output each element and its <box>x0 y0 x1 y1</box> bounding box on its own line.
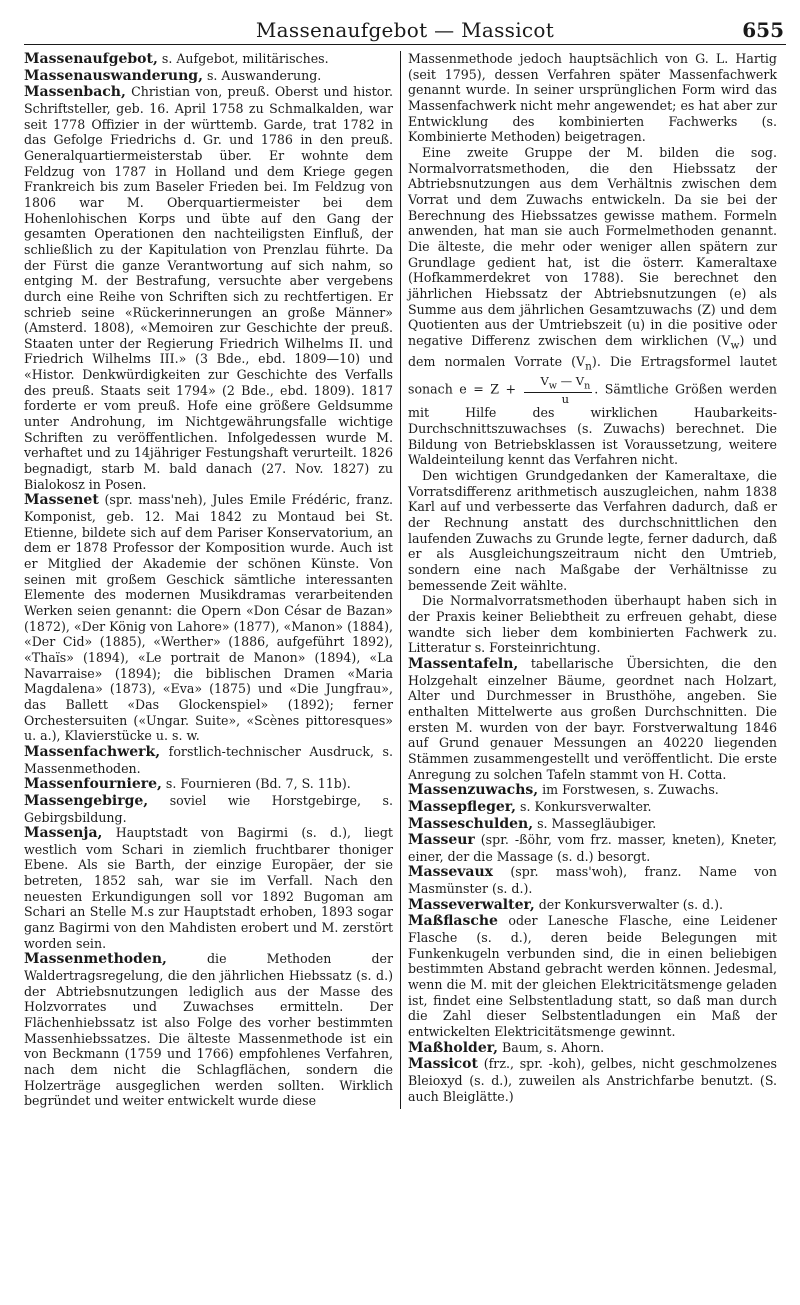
entry-massicot <box>408 1056 777 1104</box>
headword: Massenbach, <box>24 84 126 101</box>
entry-massengebirge <box>24 793 393 825</box>
headword: Massenfourniere, <box>24 776 162 793</box>
entry-text: der Konkursverwalter (s. d.). <box>534 896 724 912</box>
entry-massenbach <box>24 84 393 492</box>
entry-massenzuwachs <box>408 782 777 799</box>
headword: Masseur <box>408 832 475 849</box>
headword: Massevaux <box>408 864 493 881</box>
running-title: Massenaufgebot — Massicot <box>255 18 555 42</box>
entry-masseverwalter <box>408 897 777 914</box>
entry-massholder <box>408 1040 777 1057</box>
running-head <box>24 14 786 45</box>
entry-massenaufgebot <box>24 51 393 68</box>
entry-massenfourniere <box>24 776 393 793</box>
entry-text: (spr. mass'neh), Jules Emile Frédéric, franz. Komponist, geb. 12. Mai 1842 zu Montaud bei St. Etienne, bildete sich auf dem Pariser Konservatorium, an dem er 1878 Professor der Komposition wurde. Auch ist er Mitglied der Akademie der schönen Künste. Von seinen mit großem Geschick sämtliche interessanten Elemente des modernen Musikdramas verarbeitenden Werken seien genannt: die Opern «Don César de Bazan» (1872), «Der König von Lahore» (1877), «Manon» (1884), «Der Cid» (1885), «Werther» (1886, aufgeführt 1892), «Thaïs» (1894), «Le portrait de Manon» (1894), «La Navarraise» (1894); die biblischen Dramen «Maria Magdalena» (1873), «Eva» (1875) und «Die Jungfrau», das Ballett «Das Glockenspiel» (1892); ferner Orchestersuiten («Ungar. Suite», «Scènes pittoresques» u. a.), Klavierstücke u. s. w. <box>24 492 393 744</box>
entry-normalvorratsmethoden <box>408 145 777 468</box>
entry-text: (spr. -ßöhr, vom frz. masser, kneten), Kneter, einer, der die Massage (s. d.) besorgt. <box>408 832 777 864</box>
formula-symbol: V <box>540 374 549 389</box>
headword: Massenauswanderung, <box>24 67 203 84</box>
subscript: n <box>584 380 591 392</box>
right-column <box>401 51 777 1109</box>
left-column <box>24 51 400 1109</box>
subscript: w <box>548 380 557 392</box>
subscript: w <box>730 339 740 352</box>
entry-massenja <box>24 825 393 951</box>
headword: Massengebirge, <box>24 792 149 809</box>
headword: Massentafeln, <box>408 655 519 672</box>
headword: Maßholder, <box>408 1039 498 1056</box>
entry-text: Hauptstadt von Bagirmi (s. d.), liegt westlich vom Schari in ziemlich fruchtbarer thoniger Ebene. Als sie Barth, der einzige Europäer, der sie betreten, 1852 sah, war sie im Verfall. Nach den neuesten Erkundigungen soll vor 1892 Bugoman am Schari an Stelle M.s zur Hauptstadt erhoben, 1893 sogar ganz Bagirmi von den Mahdisten erobert und M. zerstört worden sein. <box>24 825 393 951</box>
headword: Massepfleger, <box>408 798 517 815</box>
subscript: n <box>585 360 592 373</box>
headword: Masseschulden, <box>408 815 534 832</box>
entry-text: forstlich-technischer Ausdruck, s. Massenmethoden. <box>24 743 393 776</box>
headword: Massenaufgebot, <box>24 51 158 67</box>
formula-fraction <box>524 375 592 405</box>
entry-text: Christian von, preuß. Oberst und histor. Schriftsteller, geb. 16. April 1758 zu Schmalkalden, war seit 1778 Offizier in der württemb. Garde, trat 1782 in das Gefolge Friedrichs d. Gr. und 1786 in den preuß. Generalquartiermeisterstab über. Er wohnte dem Feldzug von 1787 in Holland und dem Kriege gegen Frankreich bis zum Baseler Frieden bei. Im Feldzug von 1806 war M. Oberquartiermeister bei dem Hohenlohischen Korps und übte auf den Gang der gesamten Operationen den nachteiligsten Einfluß, der schließlich zu der Kapitulation von Prenzlau führte. Da der Fürst die ganze Verantwortung auf sich nahm, so entging M. der Bestrafung, versuchte aber vergebens durch eine Reihe von Schriften sich zu rechtfertigen. Er schrieb seine «Rückerinnerungen an große Männer» (Amsterd. 1808), «Memoiren zur Geschichte der preuß. Staaten unter der Regierung Friedrich Wilhelms II. und Friedrich Wilhelms III.» (3 Bde., ebd. 1809—10) und «Histor. Denkwürdigkeiten zur Geschichte des Verfalls des preuß. Staats seit 1794» (2 Bde., ebd. 1809). 1817 forderte er vom preuß. Hofe eine größere Geldsumme unter Androhung, im Nichtgewährungsfalle wichtige Schriften zu veröffentlichen. Infolgedessen wurde M. verhaftet und zu 14jähriger Festungshaft verurteilt. 1826 begnadigt, starb M. bald danach (27. Nov. 1827) zu Bialokosz in Posen. <box>24 84 393 492</box>
entry-text: s. Fournieren (Bd. 7, S. 11b). <box>161 776 351 792</box>
entry-text: soviel wie Horstgebirge, s. Gebirgsbildung. <box>24 792 393 825</box>
entry-massenfachwerk <box>24 744 393 776</box>
entry-text: tabellarische Übersichten, die den Holzgehalt einzelner Bäume, geordnet nach Holzart, Alter und Durchmesser in Brusthöhe, angeben. Sie enthalten Mittelwerte aus großen Durchschnitten. Die ersten M. wurden von der bayr. Forstverwaltung 1846 auf Grund genauer Messungen an 40220 liegenden Stämmen zusammengestellt und veröffentlicht. Die erste Anregung zu solchen Tafeln stammt von H. Cotta. <box>408 655 777 782</box>
entry-text: Massenmethode jedoch hauptsächlich von G. L. Hartig (seit 1795), dessen Verfahren später Massenfachwerk genannt wurde. In seiner ursprünglichen Form wird das Massenfachwerk nicht mehr angewendet; es hat aber zur Entwicklung des kombinierten Fachwerks (s. Kombinierte Methoden) beigetragen. <box>408 51 777 145</box>
entry-text: ) und dem normalen Vorrate (V <box>408 332 777 369</box>
entry-text: ). Die Ertragsformel lautet sonach e = Z + <box>408 353 777 397</box>
entry-massepfleger <box>408 799 777 816</box>
entry-massenmethoden <box>24 951 393 1109</box>
entry-text: s. Auswanderung. <box>202 67 322 83</box>
entry-massevaux <box>408 864 777 896</box>
entry-text: (spr. mass'woh), franz. Name von Masmünster (s. d.). <box>408 864 777 897</box>
entry-massflasche <box>408 913 777 1039</box>
entry-text: . Sämtliche Größen werden mit Hilfe des wirklichen Haubarkeits-Durchschnittszuwachses (s. Zuwachs) berechnet. Die Bildung von Betriebsklassen ist Voraussetzung, weitere Waldeinteilung kennt das Verfahren nicht. <box>408 381 778 468</box>
entry-text: s. Konkursverwalter. <box>516 798 652 814</box>
entry-kameraltaxe <box>408 468 777 593</box>
formula-symbol: — V <box>556 374 585 389</box>
entry-text: oder Lanesche Flasche, eine Leidener Flasche (s. d.), deren beide Belegungen mit Funkenkugeln verbunden sind, die in einen beliebigen bestimmten Abstand gebracht werden können. Jedesmal, wenn die M. mit der gleichen Elektricitätsmenge geladen ist, findet eine Selbstentladung statt, so daß man durch die Zahl dieser Selbstentladungen ein Maß der entwickelten Elektricitätsmenge gewinnt. <box>408 913 777 1040</box>
fraction-denominator: u <box>561 392 570 407</box>
entry-text: Den wichtigen Grundgedanken der Kameraltaxe, die Vorratsdifferenz arithmetisch auszugleichen, nahm 1838 Karl auf und verbesserte das Verfahren dadurch, daß er der Rechnung anstatt des durchschnittlichen den laufenden Zuwachs zu Grunde legte, ferner dadurch, daß er als Ausgleichungszeitraum nicht den Umtrieb, sondern eine nach Maßgabe der Verhältnisse zu bemessende Zeit wählte. <box>408 468 777 593</box>
entry-text: Die Normalvorratsmethoden überhaupt haben sich in der Praxis keiner Beliebtheit zu erfreuen gehabt, diese wandte sich lieber dem kombinierten Fachwerk zu. Litteratur s. Forsteinrichtung. <box>408 593 777 656</box>
entry-text: (frz., spr. -koh), gelbes, nicht geschmolzenes Bleioxyd (s. d.), zuweilen als Anstrichfarbe benutzt. (S. auch Bleiglätte.) <box>408 1056 777 1104</box>
headword: Massenmethoden, <box>24 951 167 968</box>
fraction-numerator <box>524 375 592 393</box>
headword: Massicot <box>408 1056 478 1073</box>
entry-massenet <box>24 492 393 744</box>
text-columns <box>24 51 786 1109</box>
entry-normalvorrat-praxis <box>408 593 777 656</box>
entry-text: Baum, s. Ahorn. <box>497 1039 605 1055</box>
headword: Masseverwalter, <box>408 896 535 913</box>
headword: Massenfachwerk, <box>24 743 161 760</box>
headword: Massenzuwachs, <box>408 782 539 799</box>
entry-masseschulden <box>408 816 777 833</box>
headword: Massenet <box>24 492 99 509</box>
headword: Maßflasche <box>408 913 498 930</box>
entry-massenauswanderung <box>24 68 393 85</box>
entry-text: Eine zweite Gruppe der M. bilden die sog. Normalvorratsmethoden, die den Hiebssatz der Abtriebsnutzungen aus dem Verhältnis zwischen dem Vorrat und dem Zuwachs entwickeln. Da sie bei der Berechnung des Hiebssatzes gewisse mathem. Formeln anwenden, hat man sie auch Formelmethoden genannt. Die älteste, die mehr oder weniger allen spätern zur Grundlage gedient hat, ist die österr. Kameraltaxe (Hofkammerdekret von 1788). Sie berechnet den jährlichen Hiebssatz der Abtriebsnutzungen (e) als Summe aus dem jährlichen Gesamtzuwachs (Z) und dem Quotienten aus der Umtriebszeit (u) in die positive oder negative Differenz zwischen dem wirklichen (V <box>408 144 777 348</box>
entry-continuation <box>408 51 777 145</box>
page-number: 655 <box>742 18 784 42</box>
entry-text: die Methoden der Waldertragsregelung, die den jährlichen Hiebssatz (s. d.) der Abtriebsnutzungen lediglich aus der Masse des Holzvorrates und Zuwachses ermitteln. Der Flächenhiebssatz ist also Folge des vorher bestimmten Massenhiebssatzes. Die älteste Massenmethode ist ein von Beckmann (1759 und 1766) empfohlenes Verfahren, nach dem nicht die Schlagflächen, sondern die Holzerträge ausgeglichen werden sollten. Wirklich begründet und weiter entwickelt wurde diese <box>24 951 393 1109</box>
entry-masseur <box>408 832 777 864</box>
entry-text: im Forstwesen, s. Zuwachs. <box>538 782 719 798</box>
entry-text: s. Massegläubiger. <box>533 815 657 831</box>
entry-massentafeln <box>408 656 777 782</box>
entry-text: s. Aufgebot, militärisches. <box>157 51 329 66</box>
headword: Massenja, <box>24 825 103 842</box>
